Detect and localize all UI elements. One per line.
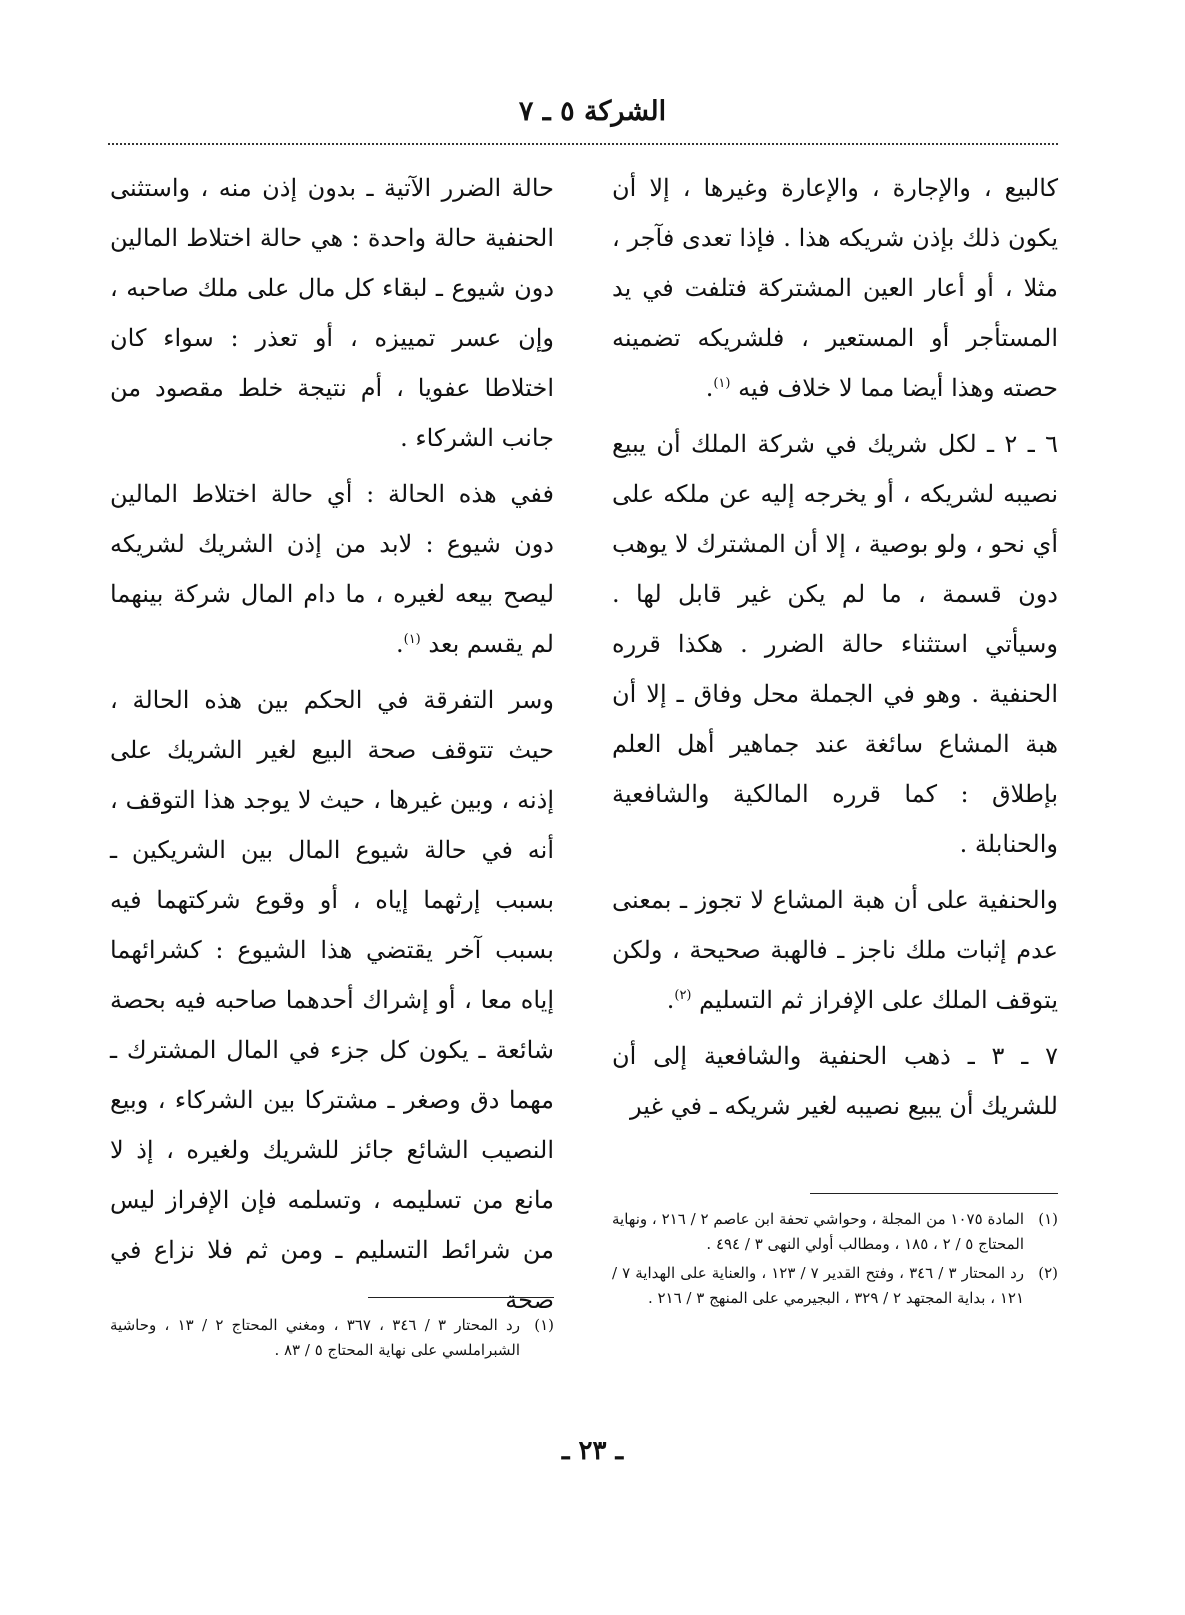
paragraph (612, 163, 1058, 413)
paragraph: حالة الضرر الآتية ـ بدون إذن منه ، واستثنى الحنفية حالة واحدة : هي حالة اختلاط المالين دون شيوع ـ لبقاء كل مال على ملك صاحبه ، وإن عسر تمييزه ، أو تعذر : سواء كان اختلاطا عفويا ، أم نتيجة خلط مقصود من جانب الشركاء . (110, 174, 554, 452)
footnote-separator (810, 1193, 1058, 1194)
paragraph: ٦ ـ ٢ ـ لكل شريك في شركة الملك أن يبيع نصيبه لشريكه ، أو يخرجه إليه عن ملكه على أي نحو ، ولو بوصية ، إلا أن المشترك لا يوهب دون قسمة ، ما لم يكن غير قابل لها . وسيأتي استثناء حالة الضرر . هكذا قرره الحنفية . وهو في الجملة محل وفاق ـ إلا أن هبة المشاع سائغة عند جماهير أهل العلم بإطلاق : كما قرره المالكية والشافعية والحنابلة . (612, 430, 1059, 858)
paragraph: وسر التفرقة في الحكم بين هذه الحالة ، حيث تتوقف صحة البيع لغير الشريك على إذنه ، وبين غيرها ، حيث لا يوجد هذا التوقف ، أنه في حالة شيوع المال بين الشريكين ـ بسبب إرثهما إياه ، أو وقوع شركتهما فيه بسبب آخر يقتضي هذا الشيوع : كشرائهما إياه معا ، أو إشراك أحدهما صاحبه فيه بحصة شائعة ـ يكون كل جزء في المال المشترك ـ مهما دق وصغر ـ مشتركا بين الشركاء ، وبيع النصيب الشائع جائز للشريك ولغيره ، إذ لا مانع من تسليمه ، وتسلمه فإن الإفراز ليس من شرائط التسليم ـ ومن ثم فلا نزاع في صحة (110, 686, 555, 1314)
paragraph-text: والحنفية على أن هبة المشاع لا تجوز ـ بمعنى عدم إثبات ملك ناجز ـ فالهبة صحيحة ، ولكن يتوقف الملك على الإفراز ثم التسليم (612, 886, 1058, 1014)
footnote-ref: (٢) (674, 988, 692, 1003)
paragraph-end: . (666, 986, 675, 1014)
footnote-ref: (١) (403, 632, 421, 647)
footnote-text: المادة ١٠٧٥ من المجلة ، وحواشي تحفة ابن عاصم ٢ / ٢١٦ ، ونهاية المحتاج ٥ / ٢ ، ١٨٥ ، ومطالب أولي النهى ٣ / ٤٩٤ . (612, 1210, 1024, 1253)
page-number: ـ ٢٣ ـ (561, 1436, 624, 1466)
paragraph-text: ففي هذه الحالة : أي حالة اختلاط المالين دون شيوع : لابد من إذن الشريك لشريكه ليصح بيعه لغيره ، ما دام المال شركة بينهما لم يقسم بعد (110, 480, 554, 658)
footnotes-left (110, 1313, 554, 1367)
paragraph-end: . (395, 630, 404, 658)
paragraph-text: كالبيع ، والإجارة ، والإعارة وغيرها ، إلا أن يكون ذلك بإذن شريكه هذا . فإذا تعدى فآجر ، مثلا ، أو أعار العين المشتركة فتلفت في يد المستأجر أو المستعير ، فلشريكه تضمينه حصته وهذا أيضا مما لا خلاف فيه (612, 174, 1058, 402)
footnotes-right (612, 1207, 1058, 1315)
footnote (612, 1207, 1058, 1257)
paragraph-end: . (705, 374, 714, 402)
running-header: الشركة ٥ ـ ٧ (518, 96, 667, 127)
paragraph: ٧ ـ ٣ ـ ذهب الحنفية والشافعية إلى أن للشريك أن يبيع نصيبه لغير شريكه ـ في غير (612, 1042, 1058, 1120)
footnote (110, 1313, 554, 1363)
header-dotted-rule (108, 143, 1058, 145)
footnote-separator (368, 1297, 554, 1298)
footnote-text: رد المحتار ٣ / ٣٤٦ ، وفتح القدير ٧ / ١٢٣ ، والعناية على الهداية ٧ / ١٢١ ، بداية المجتهد ٢ / ٣٢٩ ، البجيرمي على المنهج ٣ / ٢١٦ . (612, 1264, 1024, 1307)
footnote-number: (١) (1038, 1210, 1058, 1228)
left-text-column (110, 163, 554, 1331)
footnote-ref: (١) (713, 376, 731, 391)
footnote-text: رد المحتار ٣ / ٣٤٦ ، ٣٦٧ ، ومغني المحتاج ٢ / ١٣ ، وحاشية الشبراملسي على نهاية المحتاج ٥ / ٨٣ . (110, 1316, 520, 1359)
footnote-number: (١) (534, 1316, 554, 1334)
paragraph (110, 469, 554, 669)
right-text-column (612, 163, 1058, 1137)
footnote (612, 1261, 1058, 1311)
paragraph (612, 875, 1058, 1025)
footnote-number: (٢) (1038, 1264, 1058, 1282)
